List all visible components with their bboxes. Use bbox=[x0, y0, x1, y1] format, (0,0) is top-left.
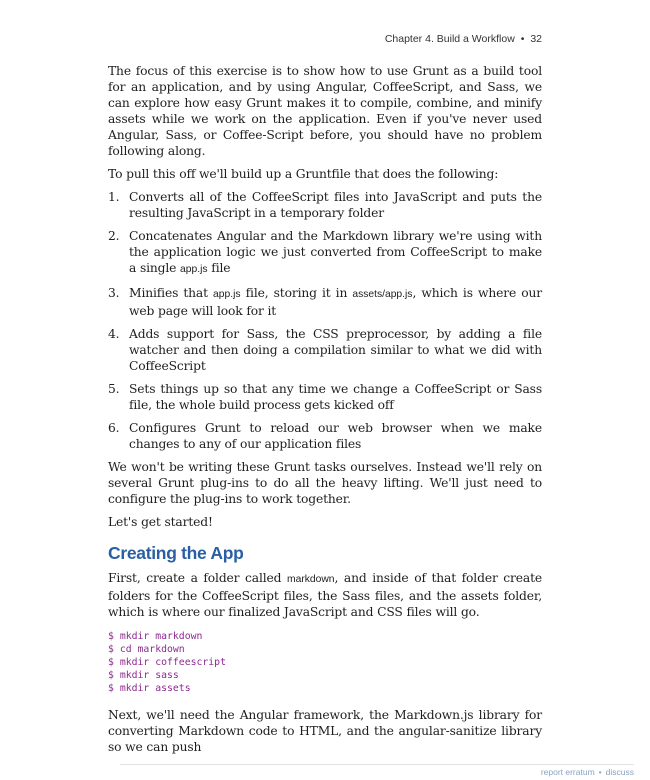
section-heading: Creating the App bbox=[108, 543, 244, 563]
start-paragraph: Let's get started! bbox=[108, 515, 213, 529]
list-number: 4. bbox=[108, 327, 120, 341]
list-item bbox=[108, 326, 542, 374]
intro-paragraph: The focus of this exercise is to show how to use Grunt as a build tool for an application, and by using Angular, CoffeeScript, and Sass, we can explore how easy Grunt makes it to compile, combine, and minify assets while we work on the application. Even if you've never used Angular, Sass, or Coffee-Script before, you should have no problem following along. bbox=[108, 64, 542, 158]
list-item bbox=[108, 189, 542, 221]
terminal-line bbox=[108, 643, 542, 656]
terminal-line bbox=[108, 630, 542, 643]
list-number: 2. bbox=[108, 229, 120, 243]
list-text: file bbox=[207, 261, 231, 275]
list-text: Converts all of the CoffeeScript files into JavaScript and puts the resulting JavaScript in a temporary folder bbox=[129, 190, 542, 220]
shell-command: mkdir sass bbox=[119, 670, 179, 681]
shell-command: mkdir markdown bbox=[119, 631, 203, 642]
chapter-title: Chapter 4. Build a Workflow bbox=[384, 33, 515, 45]
report-erratum-link[interactable]: report erratum bbox=[540, 767, 595, 777]
lead-paragraph: To pull this off we'll build up a Gruntfile that does the following: bbox=[108, 167, 499, 181]
shell-command: mkdir coffeescript bbox=[119, 657, 226, 668]
list-number: 6. bbox=[108, 421, 120, 435]
plugins-paragraph: We won't be writing these Grunt tasks ourselves. Instead we'll rely on several Grunt plug-ins to do all the heavy lifting. We'll just need to configure the plug-ins to work together. bbox=[108, 460, 542, 506]
shell-prompt: $ bbox=[108, 657, 114, 668]
page-body bbox=[108, 63, 542, 762]
inline-code: app.js bbox=[213, 289, 241, 300]
list-number: 5. bbox=[108, 382, 120, 396]
list-text: , which is where our web page will look for it bbox=[129, 286, 542, 318]
list-item bbox=[108, 381, 542, 413]
footer-divider bbox=[120, 764, 634, 765]
shell-command: mkdir assets bbox=[119, 683, 191, 694]
paragraph-text: , and inside of that folder create folders for the CoffeeScript files, the Sass files, and the assets folder, which is where our finalized JavaScript and CSS files will go. bbox=[108, 571, 542, 619]
list-number: 1. bbox=[108, 190, 120, 204]
page-number: 32 bbox=[530, 33, 542, 45]
shell-prompt: $ bbox=[108, 644, 114, 655]
list-item bbox=[108, 228, 542, 278]
footer-separator: • bbox=[598, 767, 602, 777]
terminal-line bbox=[108, 656, 542, 669]
list-item bbox=[108, 420, 542, 452]
folder-paragraph bbox=[108, 570, 542, 620]
list-number: 3. bbox=[108, 286, 120, 300]
paragraph-text: First, create a folder called bbox=[108, 571, 288, 585]
shell-command: cd markdown bbox=[119, 644, 185, 655]
inline-code: app.js bbox=[180, 264, 208, 275]
running-header bbox=[385, 33, 542, 45]
inline-code: assets/app.js bbox=[352, 289, 413, 300]
footer-links bbox=[541, 767, 634, 777]
list-text: Minifies that bbox=[129, 286, 214, 300]
terminal-line bbox=[108, 669, 542, 682]
discuss-link[interactable]: discuss bbox=[605, 767, 634, 777]
next-paragraph: Next, we'll need the Angular framework, the Markdown.js library for converting Markdown code to HTML, and the angular-sanitize library so we can push bbox=[108, 708, 542, 754]
list-text: Adds support for Sass, the CSS preprocessor, by adding a file watcher and then doing a compilation similar to what we did with CoffeeScript bbox=[129, 327, 542, 373]
header-bullet: • bbox=[520, 33, 525, 45]
inline-code: markdown bbox=[287, 574, 335, 585]
terminal-code-block bbox=[108, 630, 542, 695]
terminal-line bbox=[108, 682, 542, 695]
list-text: file, storing it in bbox=[240, 286, 353, 300]
shell-prompt: $ bbox=[108, 670, 114, 681]
shell-prompt: $ bbox=[108, 631, 114, 642]
list-text: Concatenates Angular and the Markdown library we're using with the application logic we just converted from CoffeeScript to make a single bbox=[129, 229, 542, 275]
list-item bbox=[108, 285, 542, 319]
list-text: Sets things up so that any time we change a CoffeeScript or Sass file, the whole build process gets kicked off bbox=[129, 382, 542, 412]
gruntfile-steps-list bbox=[108, 189, 542, 452]
list-text: Configures Grunt to reload our web browser when we make changes to any of our application files bbox=[129, 421, 542, 451]
shell-prompt: $ bbox=[108, 683, 114, 694]
